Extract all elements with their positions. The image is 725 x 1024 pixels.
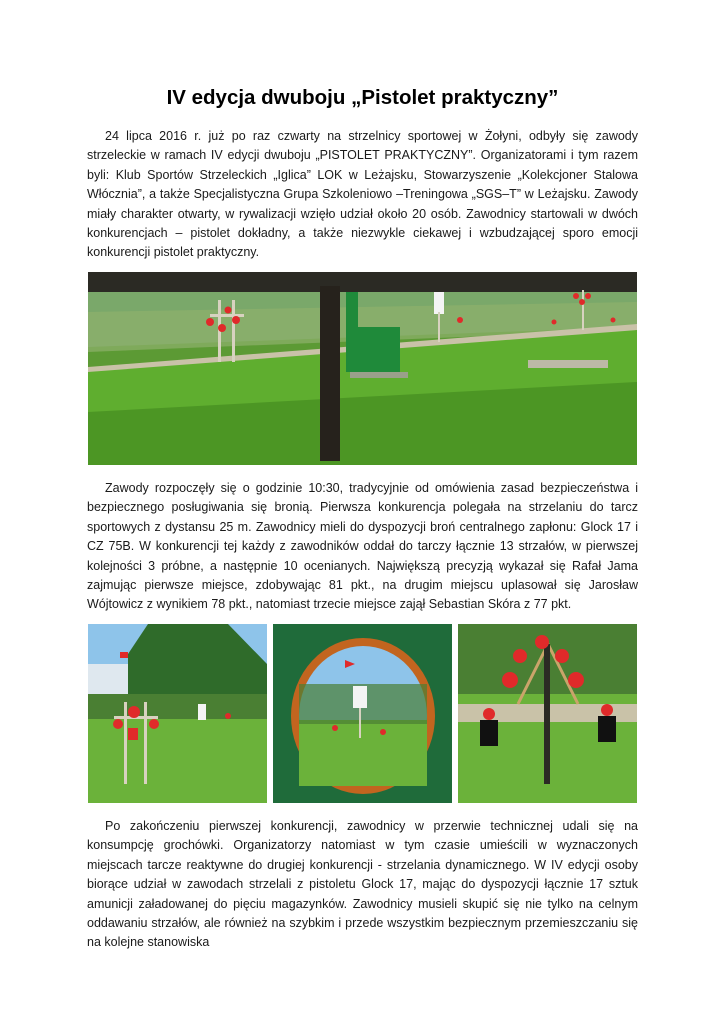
photo-shooting-range xyxy=(88,272,637,465)
photo-reactive-targets xyxy=(458,624,637,803)
paragraph-second-competition: Po zakończeniu pierwszej konkurencji, zawodnicy w przerwie technicznej udali się na konsumpcję grochówki. Organizatorzy natomiast w tym czasie umieścili w wyznaczonych miejscach tarcze reaktywne do drugiej konkurencji - strzelania dynamicznego. W IV edycji osoby biorące udział w zawodach strzelali z pistoletu Glock 17, mając do dyspozycji łącznie 17 sztuk amunicji załadowanej do pięciu magazynków. Zawodnicy musieli skupić się nie tylko na celnym oddawaniu strzałów, ale również na szybkim i przede wszystkim bezpiecznym przemieszczaniu się na kolejne stanowiska xyxy=(87,819,638,950)
paragraph-first-competition: Zawody rozpoczęły się o godzinie 10:30, tradycyjnie od omówienia zasad bezpieczeństwa i bezpiecznego posługiwania się bronią. Pierwsza konkurencja polegała na strzelaniu do tarcz sportowych z dystansu 25 m. Zawodnicy mieli do dyspozycji broń centralnego zapłonu: Glock 17 i CZ 75B. W konkurencji tej każdy z zawodników oddał do tarczy łącznie 13 strzałów, w pierwszej kolejności 3 próbne, a następnie 10 ocenianych. Największą precyzją wykazał się Rafał Jama zajmując pierwsze miejsce, zdobywając 81 pkt., na drugim miejscu uplasował się Jarosław Wójtowicz z wynikiem 78 pkt., natomiast trzecie miejsce zajął Sebastian Skóra z 77 pkt. xyxy=(87,481,638,612)
photo-target-stand xyxy=(88,624,267,803)
paragraph-intro: 24 lipca 2016 r. już po raz czwarty na strzelnicy sportowej w Żołyni, odbyły się zawody strzeleckie w ramach IV edycji dwuboju „PISTOLET PRAKTYCZNY”. Organizatorami i tym razem byli: Klub Sportów Strzeleckich „Iglica” LOK w Leżajsku, Stowarzyszenie „Kolekcjoner Stalowa Włócznia”, a także Specjalistyczna Grupa Szkoleniowo –Treningowa „SGS–T” w Leżajsku. Zawody miały charakter otwarty, w rywalizacji wzięło udział około 20 osób. Zawodnicy startowali w dwóch konkurencjach – pistolet dokładny, a także niezwykle ciekawej i wzbudzającej sporo emocji konkurencji pistolet praktyczny. xyxy=(87,129,638,260)
photo-porthole-view xyxy=(273,624,452,803)
document-title: IV edycja dwuboju „Pistolet praktyczny” xyxy=(166,86,559,109)
